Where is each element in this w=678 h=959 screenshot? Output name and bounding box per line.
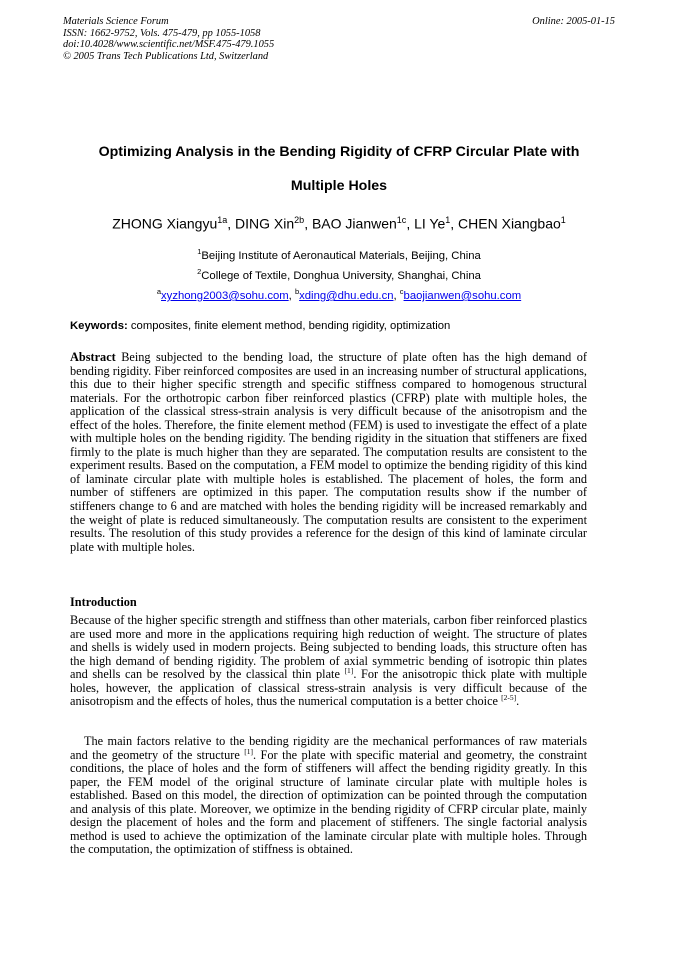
author-name: CHEN Xiangbao	[458, 215, 561, 232]
abstract-paragraph	[70, 351, 587, 554]
email-line: $^a$xyzhong2003@sohu.com, $^b$xding@dhu.edu.cn, $^c$baojianwen@sohu.com	[156, 287, 522, 302]
author-name: DING Xin	[235, 215, 295, 232]
email-link-b[interactable]: xding@dhu.edu.cn	[299, 289, 394, 302]
keywords	[70, 320, 590, 332]
intro-paragraph-1: Because of the higher specific strength and stiffness than other materials, carbon fiber reinforced plastics are used more and more in the applications requiring high reduction of weight. The structure of plates and shells is widely used in modern projects. Being subjected to bending loads, this structure often has the high demand of bending rigidity. The problem of axial symmetric bending of isotropic thin plates and shells can be resolved by the classical thin plate [1]. For the anisotropic thick plate with multiple holes, however, the application of classical stress-strain analysis is very difficult because of the anisotropism and the effects of holes, thus the numerical computation is a better choice [2-5].	[70, 613, 587, 709]
email-link-c[interactable]: baojianwen@sohu.com	[403, 289, 522, 302]
online-date: Online: 2005-01-15	[532, 16, 615, 27]
citation: [2-5]	[501, 693, 517, 703]
author-name: ZHONG Xiangyu	[112, 215, 218, 232]
citation: [1]	[344, 666, 354, 676]
doi-line: doi:10.4028/www.scientific.net/MSF.475-479.1055	[63, 39, 275, 51]
copyright-line: © 2005 Trans Tech Publications Ltd, Switzerland	[63, 50, 269, 62]
author-list: ZHONG Xiangyu$^{1a}$, DING Xin$^{2b}$, BAO Jianwen$^{1c}$, LI Ye$^1$, CHEN Xiangbao$^1$	[112, 215, 566, 232]
author-name: LI Ye	[414, 215, 446, 232]
abstract-label: Abstract	[70, 350, 116, 364]
keywords-text: composites, finite element method, bending rigidity, optimization	[127, 320, 451, 332]
paper-title-line2: Multiple Holes	[290, 178, 388, 194]
journal-header	[63, 16, 274, 62]
affiliation-2: $^2$College of Textile, Donghua University, Shanghai, China	[197, 267, 481, 282]
author-sup: 1c	[396, 215, 407, 225]
author-sup: 1a	[217, 215, 228, 225]
intro-paragraph-2: The main factors relative to the bending rigidity are the mechanical performances of raw materials and the geometry of the structure [1]. For the plate with specific material and geometry, the constraint conditions, the place of holes and the form of stiffeners will affect the bending rigidity greatly. In this paper, the FEM model of the original structure of laminate circular plate with multiple holes is established. Based on this model, the direction of optimization can be pointed through the computation and analysis of this plate. Moreover, we optimize in the bending rigidity of CFRP circular plate, mainly design the placement of holes and the form and placement of stiffeners. The single factorial analysis method is used to achieve the optimization of the laminate circular plate with multiple holes. Through the computation, the optimization of stiffness is obtained.	[70, 734, 587, 857]
introduction-heading: Introduction	[70, 595, 137, 609]
journal-name: Materials Science Forum	[63, 16, 169, 27]
issn-line: ISSN: 1662-9752, Vols. 475-479, pp 1055-1058	[63, 27, 261, 39]
paper-title-line1: Optimizing Analysis in the Bending Rigidity of CFRP Circular Plate with	[98, 144, 580, 160]
keywords-label: Keywords:	[70, 320, 128, 332]
author-sup: 1	[445, 215, 451, 225]
author-sup: 2b	[294, 215, 305, 225]
abstract-text: Being subjected to the bending load, the structure of plate often has the high demand of bending rigidity. Fiber reinforced composites are used in an increasing number of structural applications, this due to their higher specific strength and specific stiffness compared to homogenous structural materials. For the orthotropic carbon fiber reinforced plastics (CFRP) plate with multiple holes, the application of the classical stress-strain analysis is very difficult because of the anisotropism and the effect of the holes. Therefore, the finite element method (FEM) is used to investigate the effect of a plate with multiple holes on the bending rigidity. The bending rigidity in the situation that stiffeners are fixed firmly to the plate is much higher than they are separated. The computation results are consistent to the experiment results. Based on the computation, a FEM model to optimize the bending rigidity of this kind of laminate circular plate with multiple holes is established. The placement of holes, the form and number of stiffeners are optimized in this paper. The computation results show if the number of stiffeners change to 6 and are matched with holes the bending rigidity will be increased remarkably and the weight of plate is reduced simultaneously. The computation results are consistent to the experiment results. The resolution of this study provides a reference for the design of this kind of laminate circular plate with multiple holes.	[70, 350, 587, 554]
affiliation-1: $^1$Beijing Institute of Aeronautical Materials, Beijing, China	[197, 247, 481, 262]
citation: [1]	[244, 746, 253, 756]
author-sup: 1	[560, 215, 566, 225]
email-link-a[interactable]: xyzhong2003@sohu.com	[161, 289, 289, 302]
author-name: BAO Jianwen	[311, 215, 397, 232]
